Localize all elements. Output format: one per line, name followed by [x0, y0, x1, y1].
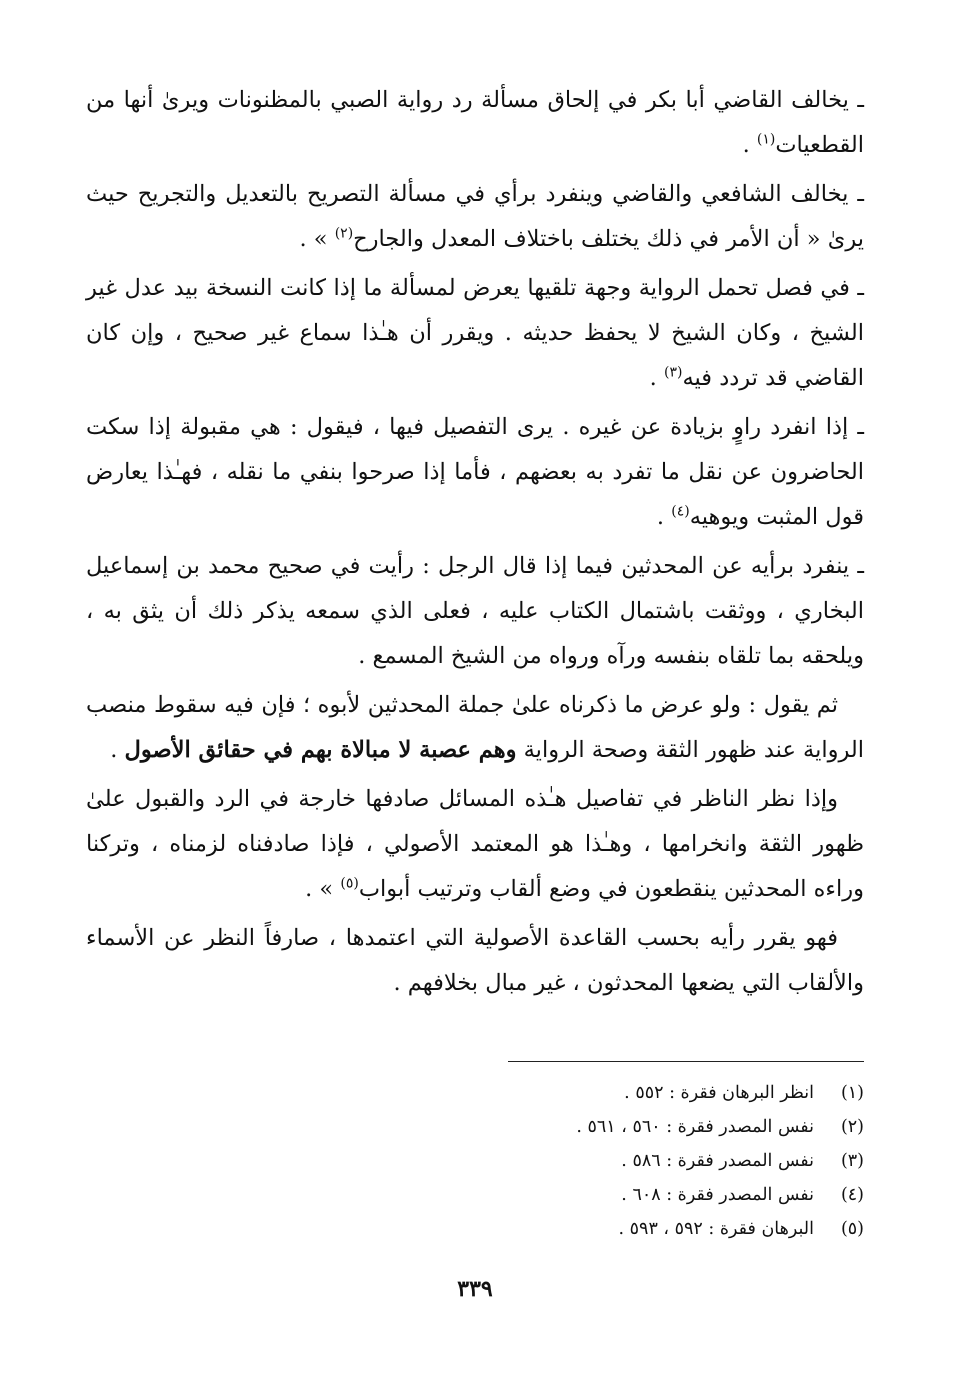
paragraph-1-text: ـ يخالف القاضي أبا بكر في إلحاق مسألة رد رواية الصبي بالمظنونات ويرىٰ أنها من القطعيات: [86, 87, 864, 158]
paragraph-8-text: فهو يقرر رأيه بحسب القاعدة الأصولية التي اعتمدها ، صارفاً النظر عن الأسماء والألقاب التي يضعها المحدثون ، غير مبال بخلافهم .: [86, 925, 864, 996]
footnote-3-text: نفس المصدر فقرة : ٥٨٦ .: [621, 1151, 814, 1171]
page-number: ٣٣٩: [457, 1276, 493, 1302]
footnote-4-text: نفس المصدر فقرة : ٦٠٨ .: [621, 1185, 814, 1205]
page-content: [86, 78, 864, 1318]
footnotes: [86, 1076, 864, 1246]
paragraph-2-text: ـ يخالف الشافعي والقاضي وينفرد برأي في مسألة التصريح بالتعديل والتجريح حيث يرىٰ « أن الأمر في ذلك يختلف باختلاف المعدل والجارح: [86, 181, 864, 252]
footnote-4-number: (٤): [840, 1185, 864, 1205]
footnote-1-number: (١): [840, 1083, 864, 1103]
footnote-5-text: البرهان فقرة : ٥٩٢ ، ٥٩٣ .: [618, 1219, 814, 1239]
footnote-1-text: انظر البرهان فقرة : ٥٥٢ .: [624, 1083, 814, 1103]
paragraph-2-tail: » .: [299, 226, 335, 252]
paragraph-3-tail: .: [649, 365, 664, 391]
footnote-4: [86, 1178, 864, 1212]
paragraph-4: [86, 405, 864, 540]
paragraph-3: [86, 266, 864, 401]
footnote-ref-1: (١): [756, 131, 776, 148]
paragraph-3-text: ـ في فصل تحمل الرواية وجهة تلقيها يعرض لمسألة ما إذا كانت النسخة بيد عدل غير الشيخ ، وكان الشيخ لا يحفظ حديثه . ويقرر أن هـٰذا سماع غير صحيح ، وإن كان القاضي قد تردد فيه: [86, 275, 864, 391]
footnote-1: [86, 1076, 864, 1110]
paragraph-1: [86, 78, 864, 168]
paragraph-4-text: ـ إذا انفرد راوٍ بزيادة عن غيره . يرى التفصيل فيها ، فيقول : هي مقبولة إذا سكت الحاضرون عن نقل ما تفرد به بعضهم ، فأما إذا صرحوا بنفي ما نقله ، فهـٰذا يعارض قول المثبت ويوهيه: [86, 414, 864, 530]
paragraph-7: [86, 777, 864, 912]
paragraph-2: [86, 172, 864, 262]
footnote-2: [86, 1110, 864, 1144]
footnote-ref-5: (٥): [340, 875, 359, 892]
paragraph-5: [86, 544, 864, 679]
footnote-ref-4: (٤): [671, 503, 690, 520]
paragraph-1-tail: .: [742, 132, 757, 158]
footnote-2-number: (٢): [840, 1117, 864, 1137]
footnote-5: [86, 1212, 864, 1246]
paragraph-8: [86, 916, 864, 1006]
paragraph-6: [86, 683, 864, 773]
paragraph-4-tail: .: [656, 504, 672, 530]
footnote-ref-2: (٢): [334, 225, 354, 242]
footnote-5-number: (٥): [840, 1219, 864, 1239]
paragraph-6-bold: وهم عصبة لا مبالاة بهم في حقائق الأصول: [124, 737, 517, 763]
footnote-divider: [508, 1061, 864, 1062]
paragraph-7-text: وإذا نظر الناظر في تفاصيل هـٰذه المسائل صادفها خارجة في الرد والقبول علىٰ ظهور الثقة وانخرامها ، وهـٰذا هو المعتمد الأصولي ، فإذا صادفناه لزمناه ، وتركنا وراءه المحدثين ينقطعون في وضع ألقاب وترتيب أبواب: [86, 786, 864, 902]
paragraph-6-text: ثم يقول : ولو عرض ما ذكرناه علىٰ جملة المحدثين لأبوه ؛ فإن فيه سقوط منصب الرواية عند ظهور الثقة وصحة الرواية: [86, 692, 864, 763]
footnote-2-text: نفس المصدر فقرة : ٥٦٠ ، ٥٦١ .: [576, 1117, 814, 1137]
footnote-3-number: (٣): [840, 1151, 864, 1171]
footnote-3: [86, 1144, 864, 1178]
paragraph-7-tail: » .: [305, 876, 341, 902]
paragraph-6-tail: .: [110, 737, 125, 763]
paragraph-5-text: ـ ينفرد برأيه عن المحدثين فيما إذا قال الرجل : رأيت في صحيح محمد بن إسماعيل البخاري ، ووثقت باشتمال الكتاب عليه ، فعلى الذي سمعه يذكر ذلك أن يثق به ، ويلحقه بما تلقاه بنفسه ورآه ورواه من الشيخ المسمع .: [86, 553, 864, 669]
footnote-ref-3: (٣): [663, 364, 683, 381]
